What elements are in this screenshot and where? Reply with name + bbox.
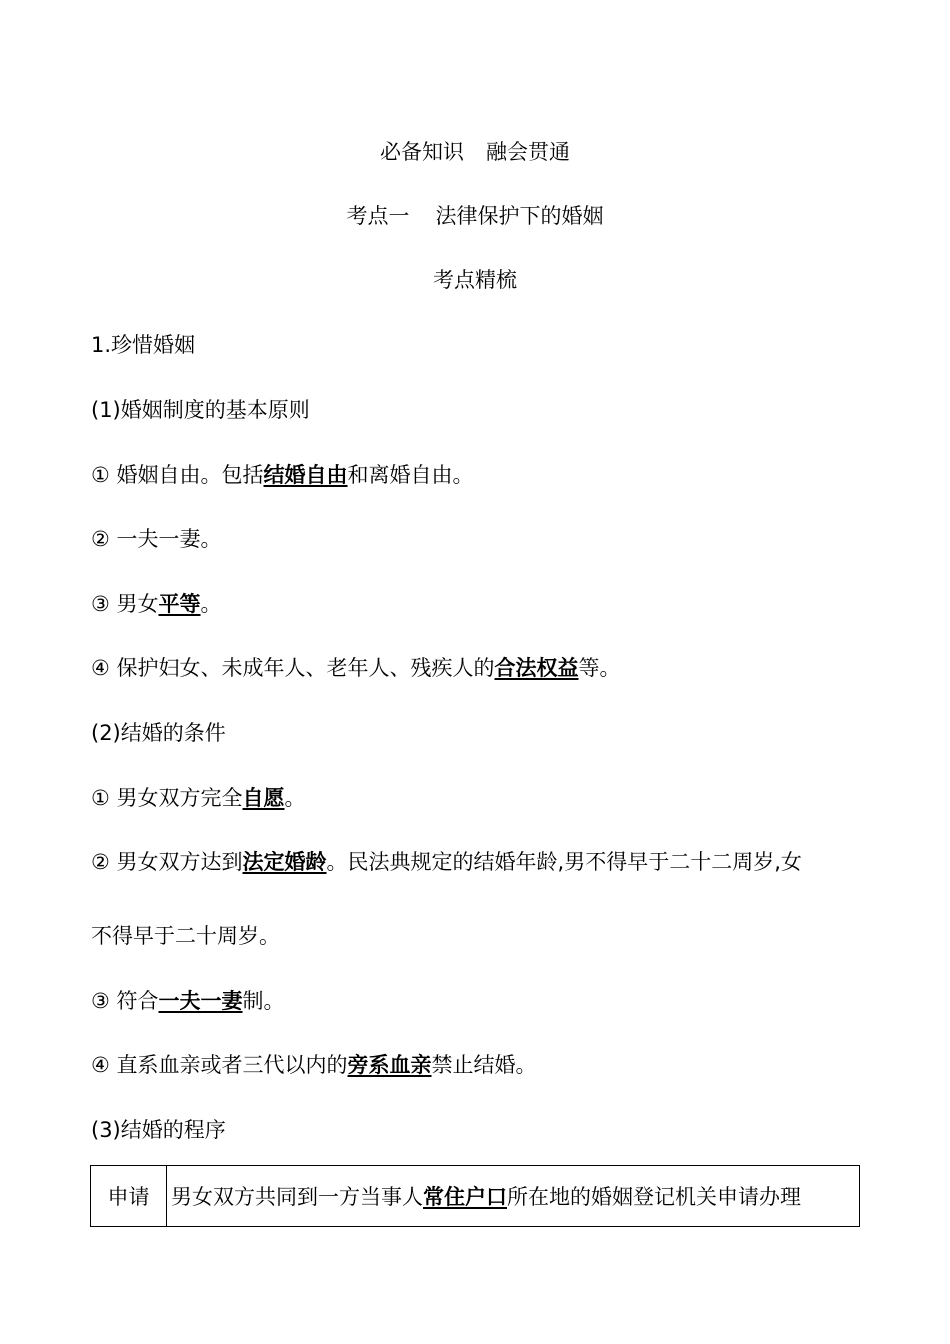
sub-heading-conditions: (2)结婚的条件 (91, 721, 226, 745)
keyword: 自愿 (242, 786, 285, 810)
principle-item-1: ① 婚姻自由。包括结婚自由和离婚自由。 (91, 463, 474, 487)
keyword: 平等 (158, 592, 201, 616)
topic-heading (0, 200, 950, 230)
keyword: 法定婚龄 (242, 850, 327, 874)
sub-heading-principles: (1)婚姻制度的基本原则 (91, 398, 310, 422)
page-title (0, 136, 950, 166)
subtitle: 考点精梳 (433, 268, 517, 292)
topic-name: 法律保护下的婚姻 (435, 204, 604, 228)
table-cell-label: 申请 (91, 1166, 167, 1227)
topic-label: 考点一 (346, 204, 410, 228)
keyword: 结婚自由 (263, 463, 348, 487)
condition-item-4: ④ 直系血亲或者三代以内的旁系血亲禁止结婚。 (91, 1053, 537, 1077)
principle-item-2: ② 一夫一妻。 (91, 527, 222, 551)
keyword: 合法权益 (494, 656, 579, 680)
title-part-a: 必备知识 (380, 140, 464, 164)
condition-item-3: ③ 符合一夫一妻制。 (91, 989, 285, 1013)
principle-item-3: ③ 男女平等。 (91, 592, 222, 616)
procedure-table (90, 1165, 860, 1227)
condition-item-2: ② 男女双方达到法定婚龄。民法典规定的结婚年龄,男不得早于二十二周岁,女 (91, 850, 802, 874)
condition-item-1: ① 男女双方完全自愿。 (91, 786, 306, 810)
condition-item-2-continued: 不得早于二十周岁。 (91, 924, 280, 948)
section-heading: 1.珍惜婚姻 (91, 333, 196, 357)
keyword: 一夫一妻 (158, 989, 243, 1013)
keyword: 旁系血亲 (347, 1053, 432, 1077)
table-row (91, 1166, 860, 1227)
principle-item-4: ④ 保护妇女、未成年人、老年人、残疾人的合法权益等。 (91, 656, 621, 680)
keyword: 常住户口 (423, 1185, 507, 1209)
title-part-b: 融会贯通 (486, 140, 570, 164)
table-cell-content: 男女双方共同到一方当事人常住户口所在地的婚姻登记机关申请办理 (167, 1166, 860, 1227)
sub-heading-procedure: (3)结婚的程序 (91, 1118, 226, 1142)
